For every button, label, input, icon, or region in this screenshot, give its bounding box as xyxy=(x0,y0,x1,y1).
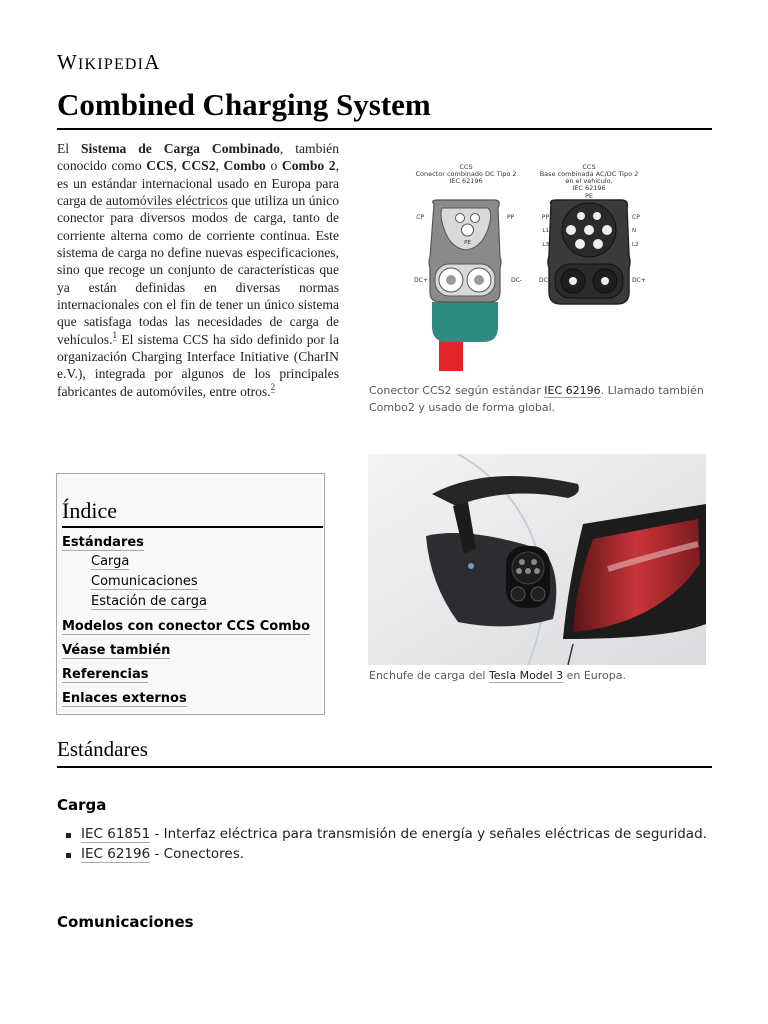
left-diagram-title: CCS xyxy=(459,163,473,171)
label-cp-right: CP xyxy=(632,214,640,221)
toc-item-modelos[interactable]: Modelos con conector CCS Combo xyxy=(62,619,311,634)
label-l1-right: L1 xyxy=(542,228,549,234)
left-diagram-subtitle: Conector combinado DC Tipo 2 xyxy=(415,170,517,178)
subsection-heading-comunicaciones: Comunicaciones xyxy=(57,913,194,931)
left-diagram-standard: IEC 62196 xyxy=(449,177,483,185)
reference-1[interactable]: 1 xyxy=(112,330,117,341)
right-diagram-title: CCS xyxy=(582,163,596,171)
list-item: IEC 61851 - Interfaz eléctrica para transmisión de energía y señales eléctricas de seguridad. xyxy=(57,826,712,843)
link-iec-62196[interactable]: IEC 62196 xyxy=(81,846,151,862)
toc-item-comunicaciones[interactable]: Comunicaciones xyxy=(91,574,198,589)
label-l3-right: L3 xyxy=(542,242,549,248)
label-dcminus-right: DC- xyxy=(539,277,550,284)
label-l2-right: L2 xyxy=(632,242,639,248)
toc-title: Índice xyxy=(62,498,323,528)
ccs2-connector-diagram[interactable] xyxy=(368,152,708,374)
link-tesla-model-3[interactable]: Tesla Model 3 xyxy=(488,669,564,682)
label-dcplus-right: DC+ xyxy=(632,277,646,284)
ccs2-socket-drawing xyxy=(548,200,630,304)
carga-standards-list xyxy=(57,826,712,866)
page-title: Combined Charging System xyxy=(57,86,712,130)
label-n-right: N xyxy=(632,228,637,234)
list-item: IEC 62196 - Conectores. xyxy=(57,846,712,863)
link-iec-61851[interactable]: IEC 61851 xyxy=(81,826,151,842)
toc-item-referencias[interactable]: Referencias xyxy=(62,667,149,682)
toc-item-vease-tambien[interactable]: Véase también xyxy=(62,643,171,658)
toc-item-enlaces-externos[interactable]: Enlaces externos xyxy=(62,691,187,706)
label-pp-right: PP xyxy=(541,214,549,221)
toc-item-estandares[interactable]: Estándares xyxy=(62,535,144,550)
right-diagram-subtitle: Base combinada AC/DC Tipo 2 xyxy=(539,170,639,178)
tesla-charging-port-photo[interactable] xyxy=(368,454,706,665)
label-pe-left: PE xyxy=(464,240,471,246)
label-cp-left: CP xyxy=(416,214,424,221)
reference-2[interactable]: 2 xyxy=(270,382,276,393)
link-iec-62196-caption[interactable]: IEC 62196 xyxy=(544,384,601,397)
toc-item-estacion-de-carga[interactable]: Estación de carga xyxy=(91,594,207,609)
link-automoviles-electricos[interactable]: automóviles eléctricos xyxy=(105,193,228,209)
right-diagram-subtitle2: en el vehículo. xyxy=(565,177,613,185)
label-dcminus-left: DC- xyxy=(511,277,522,284)
label-pp-left: PP xyxy=(507,214,515,221)
table-of-contents xyxy=(56,473,325,715)
subsection-heading-carga: Carga xyxy=(57,796,107,814)
figure1-caption: Conector CCS2 según estándar IEC 62196. Llamado también Combo2 y usado de forma global. xyxy=(369,384,704,414)
figure2-caption: Enchufe de carga del Tesla Model 3 en Europa. xyxy=(369,669,626,682)
label-dcplus-left: DC+ xyxy=(414,277,428,284)
right-diagram-standard: IEC 62196 xyxy=(572,184,606,192)
toc-item-carga[interactable]: Carga xyxy=(91,554,130,569)
lead-paragraph: El Sistema de Carga Combinado, también conocido como CCS, CCS2, Combo o Combo 2, es un estándar internacional usado en Europa para carga de automóviles eléctricos que utiliza un único conector para diversos modos de carga, tanto de corriente alterna como de corriente continua. Este sistema de carga no define nuevas especificaciones, sino que recoge un conjunto de características que ya están definidas en diversas normas internacionales con el fin de tener un único sistema que satisfaga todas las necesidades de carga de vehículos.$^1$ El sistema CCS ha sido definido por la organización Charging Interface Initiative (CharIN e.V.), integrada por algunos de los principales fabricantes de automóviles, entre otros.$^2$ xyxy=(57,141,340,399)
ccs2-plug-drawing xyxy=(429,200,501,371)
section-heading-estandares: Estándares xyxy=(57,736,712,768)
wikipedia-wordmark[interactable]: WIKIPEDIA xyxy=(57,50,161,74)
right-label-pe-top: PE xyxy=(584,192,594,200)
